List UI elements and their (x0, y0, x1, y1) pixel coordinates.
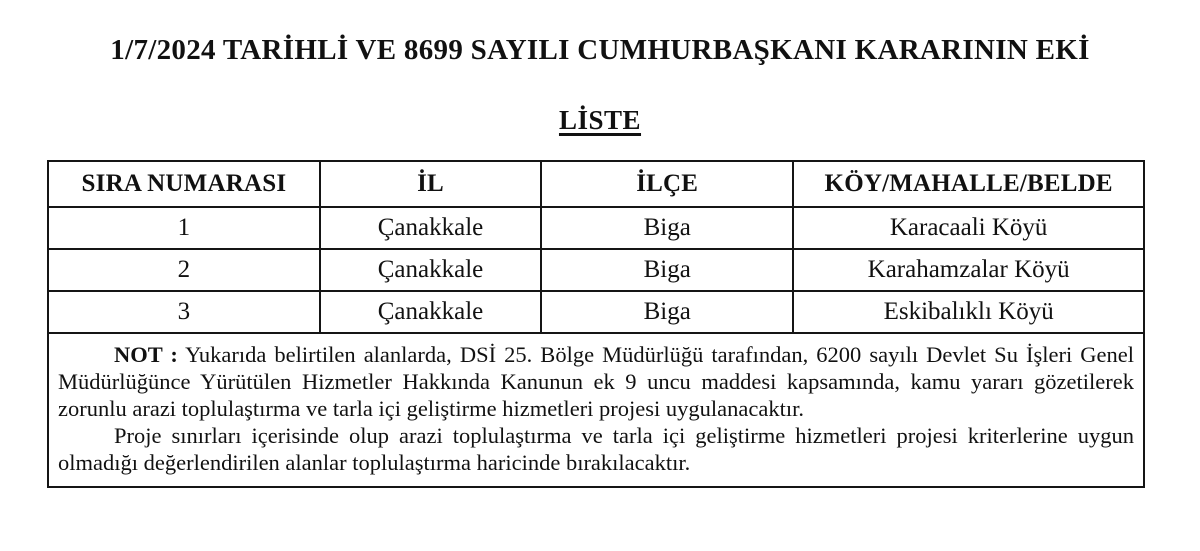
cell-ilce: Biga (541, 291, 793, 333)
note-paragraph-1-text: Yukarıda belirtilen alanlarda, DSİ 25. Bölge Müdürlüğü tarafından, 6200 sayılı Devlet Su İşleri Genel Müdürlüğünce Yürütülen Hizmetler Hakkında Kanunun ek 9 uncu maddesi kapsamında, kamu yararı gözetilerek zorunlu arazi toplulaştırma ve tarla içi geliştirme hizmetleri projesi uygulanacaktır. (58, 342, 1135, 421)
table-row (48, 207, 1144, 249)
note-paragraph-2: Proje sınırları içerisinde olup arazi toplulaştırma ve tarla içi geliştirme hizmetleri projesi kriterlerine uygun olmadığı değerlendirilen alanlar toplulaştırma haricinde bırakılacaktır. (58, 423, 1134, 475)
table-row (48, 291, 1144, 333)
cell-il: Çanakkale (320, 207, 541, 249)
cell-sira-numarasi: 3 (48, 291, 320, 333)
cell-ilce: Biga (541, 249, 793, 291)
cell-il: Çanakkale (320, 249, 541, 291)
note-paragraph-1 (58, 341, 1134, 422)
document-subtitle (0, 105, 1200, 136)
table-header-row (48, 161, 1144, 207)
column-header-sira-numarasi: SIRA NUMARASI (48, 161, 320, 207)
column-header-koy-mahalle-belde: KÖY/MAHALLE/BELDE (793, 161, 1144, 207)
cell-sira-numarasi: 1 (48, 207, 320, 249)
note-row (48, 333, 1144, 487)
column-header-ilce: İLÇE (541, 161, 793, 207)
column-header-il: İL (320, 161, 541, 207)
note-label: NOT : (114, 342, 178, 367)
cell-koy: Karahamzalar Köyü (793, 249, 1144, 291)
cell-koy: Eskibalıklı Köyü (793, 291, 1144, 333)
cell-sira-numarasi: 2 (48, 249, 320, 291)
cell-koy: Karacaali Köyü (793, 207, 1144, 249)
document-title: 1/7/2024 TARİHLİ VE 8699 SAYILI CUMHURBAŞKANI KARARININ EKİ (110, 34, 1090, 66)
decree-annex-table (47, 160, 1145, 488)
note-cell (48, 333, 1144, 487)
cell-il: Çanakkale (320, 291, 541, 333)
table-row (48, 249, 1144, 291)
cell-ilce: Biga (541, 207, 793, 249)
document-subtitle-text: LİSTE (558, 105, 642, 135)
